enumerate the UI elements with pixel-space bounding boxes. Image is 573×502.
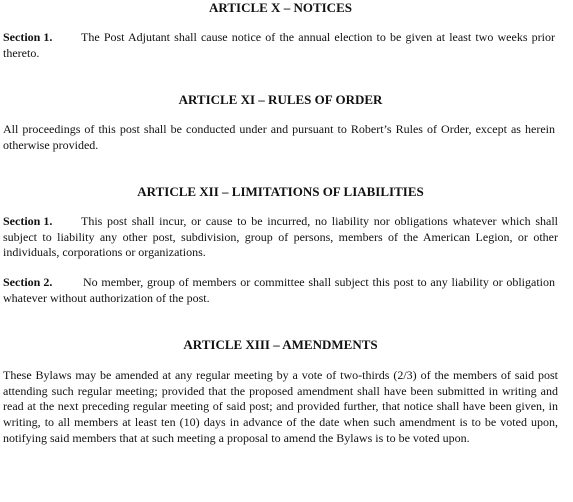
article-xi-text: All proceedings of this post shall be conducted under and pursuant to Robert’s Rules of Order, except as herein otherwise provided. xyxy=(3,122,555,152)
article-x-section-1 xyxy=(3,30,555,61)
section-label: Section 1. xyxy=(3,214,53,228)
article-xii-heading: ARTICLE XII – LIMITATIONS OF LIABILITIES xyxy=(137,184,424,199)
article-xii-section-1 xyxy=(3,214,558,261)
section-text: The Post Adjutant shall cause notice of the annual election to be given at least two weeks prior thereto. xyxy=(3,30,555,60)
article-xii-section-2 xyxy=(3,275,555,306)
article-x-heading: ARTICLE X – NOTICES xyxy=(209,0,352,15)
section-label: Section 2. xyxy=(3,275,53,289)
article-xi-heading: ARTICLE XI – RULES OF ORDER xyxy=(178,92,383,107)
section-text: No member, group of members or committee shall subject this post to any liability or obligation whatever without authorization of the post. xyxy=(3,275,555,305)
article-xiii-text: These Bylaws may be amended at any regular meeting by a vote of two-thirds (2/3) of the members of said post attending such regular meeting; provided that the proposed amendment shall have been submitted in writing and read at the next preceding regular meeting of said post; and provided further, that notice shall have been given, in writing, to all members at least ten (10) days in advance of the date when such amendment is to be voted upon, notifying said members that at such meeting a proposal to amend the Bylaws is to be voted upon. xyxy=(3,368,558,445)
article-xiii-heading: ARTICLE XIII – AMENDMENTS xyxy=(183,337,378,352)
section-label: Section 1. xyxy=(3,30,53,44)
section-text: This post shall incur, or cause to be incurred, no liability nor obligations whatever which shall subject to liability any other post, subdivision, group of persons, members of the American Legion, or other individuals, corporations or organizations. xyxy=(3,214,558,260)
